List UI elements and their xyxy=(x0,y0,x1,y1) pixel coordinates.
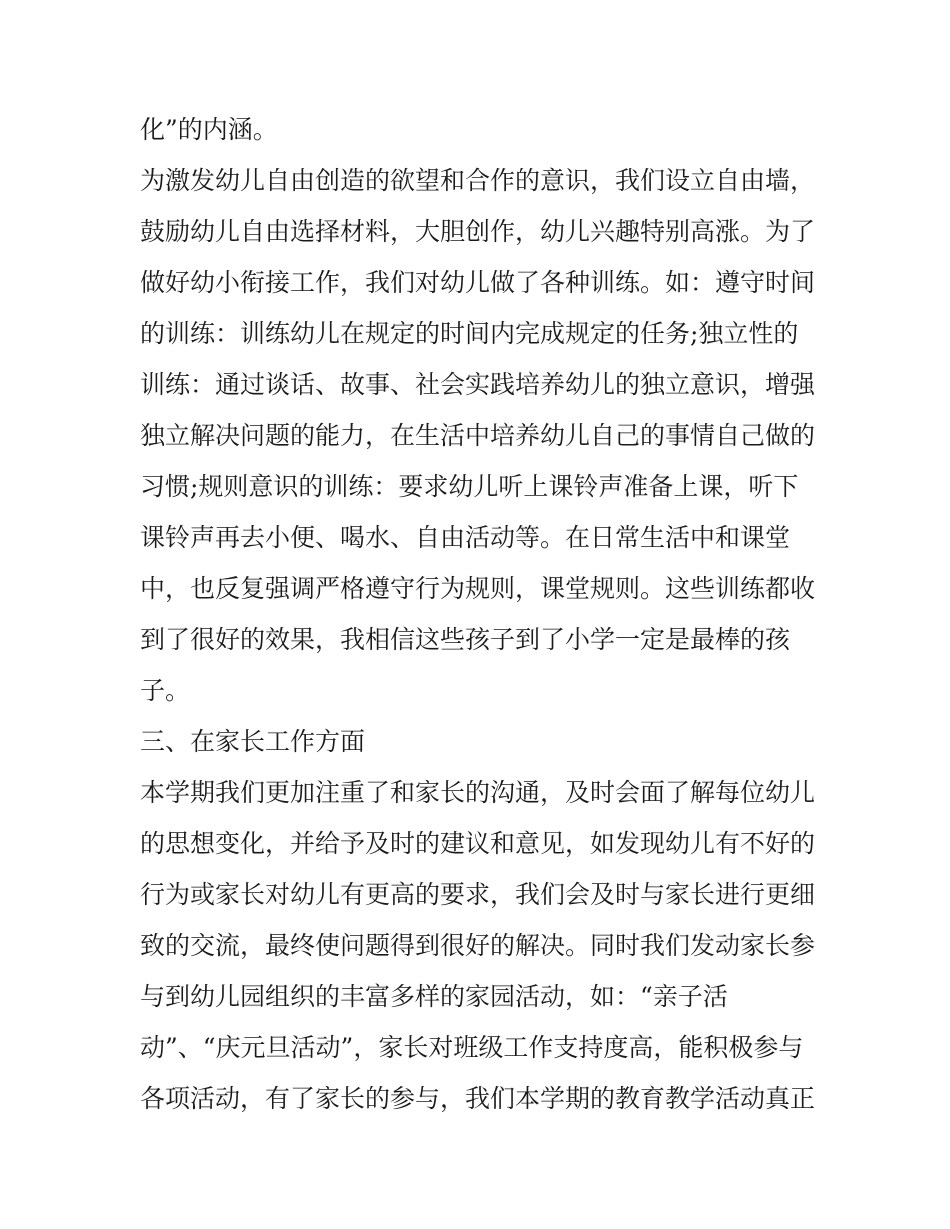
text-line: 习惯;规则意识的训练：要求幼儿听上课铃声准备上课，听下 xyxy=(140,472,799,501)
text-line: 化”的内涵。 xyxy=(140,115,278,144)
text-line: 子。 xyxy=(140,676,191,705)
text-line: 为激发幼儿自由创造的欲望和合作的意识，我们设立自由墙， xyxy=(140,166,816,195)
text-line: 行为或家长对幼儿有更高的要求，我们会及时与家长进行更细 xyxy=(140,880,816,909)
text-line: 中，也反复强调严格遵守行为规则，课堂规则。这些训练都收 xyxy=(140,574,816,603)
text-line: 的思想变化，并给予及时的建议和意见，如发现幼儿有不好的 xyxy=(140,829,816,858)
text-line: 的训练：训练幼儿在规定的时间内完成规定的任务;独立性的 xyxy=(140,319,799,348)
text-line: 动”、“庆元旦活动”，家长对班级工作支持度高，能积极参与 xyxy=(140,1033,804,1062)
text-line: 本学期我们更加注重了和家长的沟通，及时会面了解每位幼儿 xyxy=(140,778,816,807)
text-line: 做好幼小衔接工作，我们对幼儿做了各种训练。如：遵守时间 xyxy=(140,268,816,297)
text-line: 训练：通过谈话、故事、社会实践培养幼儿的独立意识，增强 xyxy=(140,370,816,399)
text-line: 课铃声再去小便、喝水、自由活动等。在日常生活中和课堂 xyxy=(140,523,791,552)
section-heading: 三、在家长工作方面 xyxy=(140,727,366,756)
text-line: 到了很好的效果，我相信这些孩子到了小学一定是最棒的孩 xyxy=(140,625,791,654)
document-body xyxy=(140,104,820,1124)
text-line: 各项活动，有了家长的参与，我们本学期的教育教学活动真正 xyxy=(140,1084,816,1113)
text-line: 独立解决问题的能力，在生活中培养幼儿自己的事情自己做的 xyxy=(140,421,816,450)
text-line: 与到幼儿园组织的丰富多样的家园活动，如：“亲子活 xyxy=(140,982,728,1011)
text-line: 鼓励幼儿自由选择材料，大胆创作，幼儿兴趣特别高涨。为了 xyxy=(140,217,816,246)
text-line: 致的交流，最终使问题得到很好的解决。同时我们发动家长参 xyxy=(140,931,816,960)
